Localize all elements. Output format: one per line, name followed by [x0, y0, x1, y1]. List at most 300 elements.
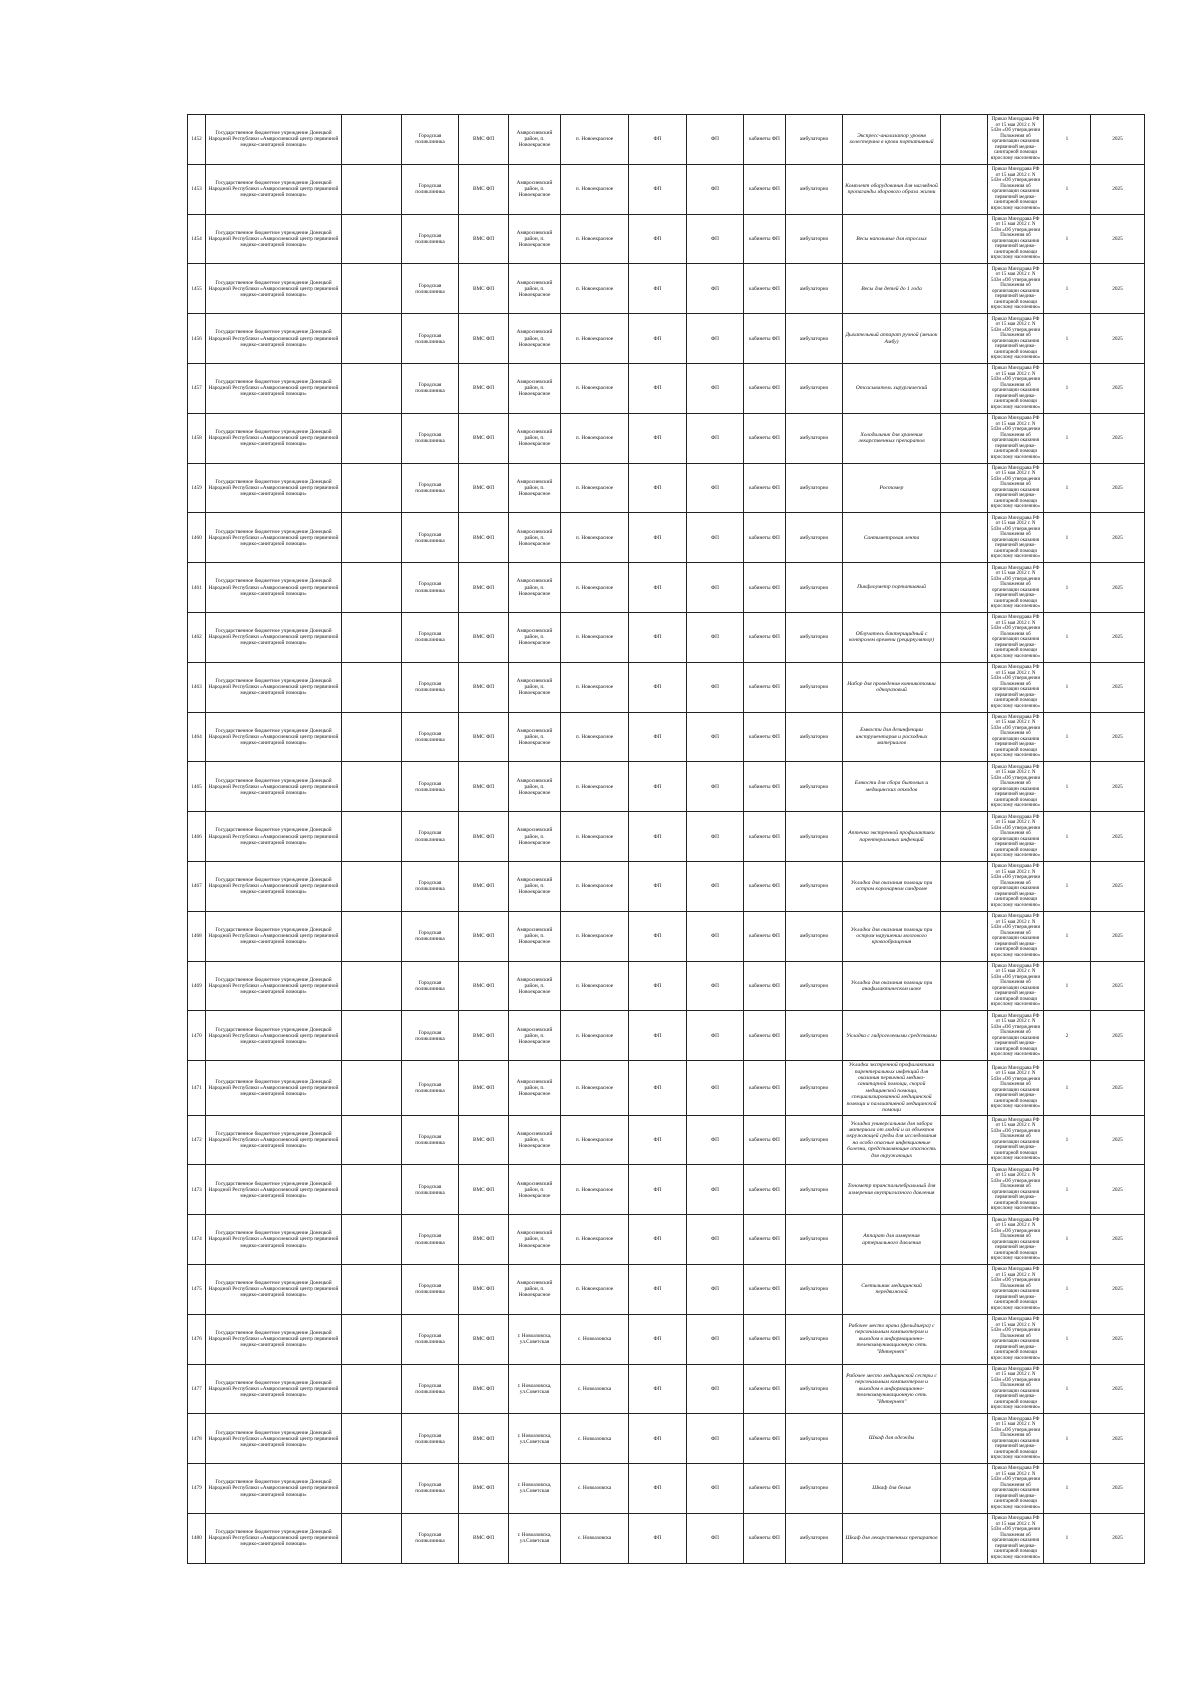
- cell-row-number: 1475: [188, 1264, 206, 1314]
- cell-year: 2025: [1091, 115, 1145, 165]
- cell-care-mode: амбулаторно: [786, 363, 843, 413]
- cell-equipment-name: Шкаф для лекарственных препаратов: [843, 1513, 941, 1563]
- cell-care-mode: амбулаторно: [786, 1165, 843, 1215]
- cell-organization: Государственное бюджетное учреждение Донецкой Народной Республики «Амвросиевский центр первичной медико-санитарной помощи»: [206, 1011, 342, 1061]
- table-row: [188, 1011, 1145, 1061]
- cell-regulation: Приказ Минздрава РФ от 15 мая 2012 г. N 543н «Об утверждении Положения об организации оказания первичной медико-санитарной помощи взрослому населению»: [988, 363, 1044, 413]
- cell-care-mode: амбулаторно: [786, 1464, 843, 1514]
- cell-cabinet: кабинеты ФП: [744, 961, 786, 1011]
- cell-year: 2025: [1091, 662, 1145, 712]
- cell-district: г. Новоазовска, ул.Советская: [509, 1464, 561, 1514]
- cell-district: Амвросиевский район, п. Новоекрасное: [509, 214, 561, 264]
- cell-code-b: ФП: [687, 513, 744, 563]
- cell-cabinet: кабинеты ФП: [744, 911, 786, 961]
- cell-care-mode: амбулаторно: [786, 513, 843, 563]
- table-body: [188, 115, 1145, 1564]
- table-row: [188, 812, 1145, 862]
- cell-row-number: 1455: [188, 264, 206, 314]
- cell-district: Амвросиевский район, п. Новоекрасное: [509, 413, 561, 463]
- cell-equipment-name: Укладка для оказания помощи при остром коронарном синдроме: [843, 861, 941, 911]
- cell-organization: Государственное бюджетное учреждение Донецкой Народной Республики «Амвросиевский центр первичной медико-санитарной помощи»: [206, 1414, 342, 1464]
- cell-district: Амвросиевский район, п. Новоекрасное: [509, 1011, 561, 1061]
- cell-cabinet: кабинеты ФП: [744, 1165, 786, 1215]
- cell-empty: [941, 762, 988, 812]
- cell-empty: [342, 612, 402, 662]
- cell-unit-code: ВМС ФП: [459, 363, 509, 413]
- cell-unit-code: ВМС ФП: [459, 762, 509, 812]
- cell-code-b: ФП: [687, 264, 744, 314]
- cell-row-number: 1468: [188, 911, 206, 961]
- cell-row-number: 1469: [188, 961, 206, 1011]
- cell-regulation: Приказ Минздрава РФ от 15 мая 2012 г. N 543н «Об утверждении Положения об организации оказания первичной медико-санитарной помощи взрослому населению»: [988, 264, 1044, 314]
- cell-unit-code: ВМС ФП: [459, 812, 509, 862]
- cell-care-mode: амбулаторно: [786, 911, 843, 961]
- table-row: [188, 463, 1145, 513]
- table-row: [188, 1264, 1145, 1314]
- cell-row-number: 1454: [188, 214, 206, 264]
- cell-quantity: 2: [1044, 1011, 1091, 1061]
- cell-empty: [941, 1364, 988, 1414]
- cell-care-mode: амбулаторно: [786, 1314, 843, 1364]
- cell-empty: [342, 1115, 402, 1165]
- cell-unit-code: ВМС ФП: [459, 1061, 509, 1115]
- cell-quantity: 1: [1044, 712, 1091, 762]
- cell-empty: [941, 115, 988, 165]
- cell-code-b: ФП: [687, 612, 744, 662]
- cell-unit-code: ВМС ФП: [459, 961, 509, 1011]
- cell-district: Амвросиевский район, п. Новоекрасное: [509, 812, 561, 862]
- cell-empty: [342, 264, 402, 314]
- cell-row-number: 1478: [188, 1414, 206, 1464]
- cell-facility-type: Городская поликлиника: [402, 1314, 459, 1364]
- cell-code-b: ФП: [687, 1513, 744, 1563]
- cell-empty: [941, 264, 988, 314]
- cell-settlement: п. Новоекрасное: [561, 762, 629, 812]
- cell-code-b: ФП: [687, 1264, 744, 1314]
- cell-row-number: 1473: [188, 1165, 206, 1215]
- cell-code-a: ФП: [629, 164, 687, 214]
- cell-quantity: 1: [1044, 961, 1091, 1011]
- cell-cabinet: кабинеты ФП: [744, 1011, 786, 1061]
- cell-regulation: Приказ Минздрава РФ от 15 мая 2012 г. N 543н «Об утверждении Положения об организации оказания первичной медико-санитарной помощи взрослому населению»: [988, 1165, 1044, 1215]
- cell-care-mode: амбулаторно: [786, 214, 843, 264]
- cell-regulation: Приказ Минздрава РФ от 15 мая 2012 г. N 543н «Об утверждении Положения об организации оказания первичной медико-санитарной помощи взрослому населению»: [988, 861, 1044, 911]
- cell-quantity: 1: [1044, 1513, 1091, 1563]
- cell-empty: [342, 1061, 402, 1115]
- table-row: [188, 264, 1145, 314]
- cell-organization: Государственное бюджетное учреждение Донецкой Народной Республики «Амвросиевский центр первичной медико-санитарной помощи»: [206, 314, 342, 364]
- cell-equipment-name: Светильник медицинский передвижной: [843, 1264, 941, 1314]
- cell-settlement: п. Новоекрасное: [561, 1061, 629, 1115]
- cell-care-mode: амбулаторно: [786, 961, 843, 1011]
- cell-facility-type: Городская поликлиника: [402, 762, 459, 812]
- cell-district: Амвросиевский район, п. Новоекрасное: [509, 712, 561, 762]
- cell-facility-type: Городская поликлиника: [402, 1513, 459, 1563]
- cell-organization: Государственное бюджетное учреждение Донецкой Народной Республики «Амвросиевский центр первичной медико-санитарной помощи»: [206, 463, 342, 513]
- cell-unit-code: ВМС ФП: [459, 463, 509, 513]
- cell-care-mode: амбулаторно: [786, 563, 843, 613]
- cell-facility-type: Городская поликлиника: [402, 1061, 459, 1115]
- cell-unit-code: ВМС ФП: [459, 1264, 509, 1314]
- cell-year: 2025: [1091, 214, 1145, 264]
- cell-organization: Государственное бюджетное учреждение Донецкой Народной Республики «Амвросиевский центр первичной медико-санитарной помощи»: [206, 214, 342, 264]
- cell-empty: [342, 413, 402, 463]
- cell-district: Амвросиевский район, п. Новоекрасное: [509, 911, 561, 961]
- cell-facility-type: Городская поликлиника: [402, 413, 459, 463]
- cell-unit-code: ВМС ФП: [459, 712, 509, 762]
- cell-empty: [941, 314, 988, 364]
- cell-code-a: ФП: [629, 1115, 687, 1165]
- cell-year: 2025: [1091, 513, 1145, 563]
- cell-equipment-name: Облучатель бактерицидный с контролем времени (рециркулятор): [843, 612, 941, 662]
- cell-empty: [342, 115, 402, 165]
- cell-district: Амвросиевский район, п. Новоекрасное: [509, 1264, 561, 1314]
- cell-care-mode: амбулаторно: [786, 762, 843, 812]
- table-row: [188, 1115, 1145, 1165]
- cell-regulation: Приказ Минздрава РФ от 15 мая 2012 г. N 543н «Об утверждении Положения об организации оказания первичной медико-санитарной помощи взрослому населению»: [988, 612, 1044, 662]
- cell-unit-code: ВМС ФП: [459, 214, 509, 264]
- table-row: [188, 513, 1145, 563]
- cell-cabinet: кабинеты ФП: [744, 861, 786, 911]
- cell-code-b: ФП: [687, 413, 744, 463]
- cell-equipment-name: Пикфлоуметр портативный: [843, 563, 941, 613]
- cell-row-number: 1479: [188, 1464, 206, 1514]
- cell-district: Амвросиевский район, п. Новоекрасное: [509, 314, 561, 364]
- cell-unit-code: ВМС ФП: [459, 1314, 509, 1364]
- cell-quantity: 1: [1044, 563, 1091, 613]
- cell-code-b: ФП: [687, 662, 744, 712]
- cell-regulation: Приказ Минздрава РФ от 15 мая 2012 г. N 543н «Об утверждении Положения об организации оказания первичной медико-санитарной помощи взрослому населению»: [988, 1115, 1044, 1165]
- cell-care-mode: амбулаторно: [786, 612, 843, 662]
- cell-cabinet: кабинеты ФП: [744, 1061, 786, 1115]
- cell-organization: Государственное бюджетное учреждение Донецкой Народной Республики «Амвросиевский центр первичной медико-санитарной помощи»: [206, 1061, 342, 1115]
- cell-code-b: ФП: [687, 1314, 744, 1364]
- cell-settlement: п. Новоекрасное: [561, 463, 629, 513]
- table-row: [188, 413, 1145, 463]
- cell-code-a: ФП: [629, 1414, 687, 1464]
- cell-quantity: 1: [1044, 1464, 1091, 1514]
- cell-unit-code: ВМС ФП: [459, 1115, 509, 1165]
- cell-unit-code: ВМС ФП: [459, 861, 509, 911]
- cell-district: Амвросиевский район, п. Новоекрасное: [509, 861, 561, 911]
- cell-regulation: Приказ Минздрава РФ от 15 мая 2012 г. N 543н «Об утверждении Положения об организации оказания первичной медико-санитарной помощи взрослому населению»: [988, 563, 1044, 613]
- cell-row-number: 1472: [188, 1115, 206, 1165]
- cell-code-b: ФП: [687, 1364, 744, 1414]
- cell-quantity: 1: [1044, 861, 1091, 911]
- cell-code-a: ФП: [629, 563, 687, 613]
- cell-care-mode: амбулаторно: [786, 1364, 843, 1414]
- cell-facility-type: Городская поликлиника: [402, 513, 459, 563]
- cell-organization: Государственное бюджетное учреждение Донецкой Народной Республики «Амвросиевский центр первичной медико-санитарной помощи»: [206, 861, 342, 911]
- cell-regulation: Приказ Минздрава РФ от 15 мая 2012 г. N 543н «Об утверждении Положения об организации оказания первичной медико-санитарной помощи взрослому населению»: [988, 413, 1044, 463]
- table-row: [188, 1414, 1145, 1464]
- table-row: [188, 1314, 1145, 1364]
- cell-empty: [342, 463, 402, 513]
- cell-code-b: ФП: [687, 1011, 744, 1061]
- cell-settlement: п. Новоекрасное: [561, 513, 629, 563]
- cell-empty: [941, 1414, 988, 1464]
- cell-facility-type: Городская поликлиника: [402, 1414, 459, 1464]
- cell-cabinet: кабинеты ФП: [744, 413, 786, 463]
- cell-empty: [941, 1115, 988, 1165]
- cell-facility-type: Городская поликлиника: [402, 1464, 459, 1514]
- cell-year: 2025: [1091, 363, 1145, 413]
- cell-year: 2025: [1091, 961, 1145, 1011]
- cell-facility-type: Городская поликлиника: [402, 264, 459, 314]
- cell-code-a: ФП: [629, 513, 687, 563]
- cell-equipment-name: Холодильник для хранения лекарственных препаратов: [843, 413, 941, 463]
- cell-row-number: 1470: [188, 1011, 206, 1061]
- cell-unit-code: ВМС ФП: [459, 1165, 509, 1215]
- cell-unit-code: ВМС ФП: [459, 1513, 509, 1563]
- cell-district: Амвросиевский район, п. Новоекрасное: [509, 164, 561, 214]
- cell-code-a: ФП: [629, 1513, 687, 1563]
- cell-unit-code: ВМС ФП: [459, 1464, 509, 1514]
- cell-quantity: 1: [1044, 762, 1091, 812]
- cell-cabinet: кабинеты ФП: [744, 463, 786, 513]
- cell-quantity: 1: [1044, 314, 1091, 364]
- cell-code-a: ФП: [629, 214, 687, 264]
- cell-regulation: Приказ Минздрава РФ от 15 мая 2012 г. N 543н «Об утверждении Положения об организации оказания первичной медико-санитарной помощи взрослому населению»: [988, 115, 1044, 165]
- cell-settlement: п. Новоекрасное: [561, 712, 629, 762]
- cell-organization: Государственное бюджетное учреждение Донецкой Народной Республики «Амвросиевский центр первичной медико-санитарной помощи»: [206, 115, 342, 165]
- cell-regulation: Приказ Минздрава РФ от 15 мая 2012 г. N 543н «Об утверждении Положения об организации оказания первичной медико-санитарной помощи взрослому населению»: [988, 1513, 1044, 1563]
- cell-code-a: ФП: [629, 264, 687, 314]
- cell-empty: [941, 612, 988, 662]
- cell-code-b: ФП: [687, 1061, 744, 1115]
- cell-code-a: ФП: [629, 1264, 687, 1314]
- cell-empty: [342, 961, 402, 1011]
- cell-code-a: ФП: [629, 1364, 687, 1414]
- cell-organization: Государственное бюджетное учреждение Донецкой Народной Республики «Амвросиевский центр первичной медико-санитарной помощи»: [206, 513, 342, 563]
- cell-regulation: Приказ Минздрава РФ от 15 мая 2012 г. N 543н «Об утверждении Положения об организации оказания первичной медико-санитарной помощи взрослому населению»: [988, 164, 1044, 214]
- cell-equipment-name: Шкаф для белья: [843, 1464, 941, 1514]
- table-row: [188, 363, 1145, 413]
- table-row: [188, 1513, 1145, 1563]
- cell-regulation: Приказ Минздрава РФ от 15 мая 2012 г. N 543н «Об утверждении Положения об организации оказания первичной медико-санитарной помощи взрослому населению»: [988, 662, 1044, 712]
- cell-equipment-name: Аптечка экстренной профилактики парентеральных инфекций: [843, 812, 941, 862]
- cell-cabinet: кабинеты ФП: [744, 712, 786, 762]
- table-row: [188, 762, 1145, 812]
- cell-empty: [941, 1464, 988, 1514]
- table-row: [188, 563, 1145, 613]
- cell-empty: [941, 1165, 988, 1215]
- cell-cabinet: кабинеты ФП: [744, 563, 786, 613]
- cell-cabinet: кабинеты ФП: [744, 513, 786, 563]
- cell-regulation: Приказ Минздрава РФ от 15 мая 2012 г. N 543н «Об утверждении Положения об организации оказания первичной медико-санитарной помощи взрослому населению»: [988, 1061, 1044, 1115]
- cell-equipment-name: Весы для детей до 1 года: [843, 264, 941, 314]
- table-row: [188, 115, 1145, 165]
- cell-code-a: ФП: [629, 463, 687, 513]
- cell-district: Амвросиевский район, п. Новоекрасное: [509, 662, 561, 712]
- cell-cabinet: кабинеты ФП: [744, 812, 786, 862]
- cell-cabinet: кабинеты ФП: [744, 1414, 786, 1464]
- cell-row-number: 1474: [188, 1215, 206, 1265]
- cell-year: 2025: [1091, 164, 1145, 214]
- table-row: [188, 214, 1145, 264]
- cell-empty: [342, 762, 402, 812]
- cell-settlement: с. Новоазовска: [561, 1414, 629, 1464]
- cell-code-b: ФП: [687, 363, 744, 413]
- cell-facility-type: Городская поликлиника: [402, 961, 459, 1011]
- cell-empty: [342, 363, 402, 413]
- cell-quantity: 1: [1044, 911, 1091, 961]
- cell-care-mode: амбулаторно: [786, 1215, 843, 1265]
- cell-quantity: 1: [1044, 1061, 1091, 1115]
- cell-empty: [941, 1513, 988, 1563]
- cell-quantity: 1: [1044, 1165, 1091, 1215]
- cell-district: Амвросиевский район, п. Новоекрасное: [509, 115, 561, 165]
- cell-settlement: п. Новоекрасное: [561, 961, 629, 1011]
- cell-code-b: ФП: [687, 1115, 744, 1165]
- cell-code-a: ФП: [629, 612, 687, 662]
- cell-empty: [941, 214, 988, 264]
- cell-row-number: 1471: [188, 1061, 206, 1115]
- cell-regulation: Приказ Минздрава РФ от 15 мая 2012 г. N 543н «Об утверждении Положения об организации оказания первичной медико-санитарной помощи взрослому населению»: [988, 1464, 1044, 1514]
- cell-row-number: 1463: [188, 662, 206, 712]
- cell-regulation: Приказ Минздрава РФ от 15 мая 2012 г. N 543н «Об утверждении Положения об организации оказания первичной медико-санитарной помощи взрослому населению»: [988, 1414, 1044, 1464]
- cell-equipment-name: Укладка с гидрогелевыми средствами: [843, 1011, 941, 1061]
- cell-year: 2025: [1091, 1414, 1145, 1464]
- cell-quantity: 1: [1044, 214, 1091, 264]
- cell-quantity: 1: [1044, 1414, 1091, 1464]
- cell-cabinet: кабинеты ФП: [744, 662, 786, 712]
- cell-organization: Государственное бюджетное учреждение Донецкой Народной Республики «Амвросиевский центр первичной медико-санитарной помощи»: [206, 812, 342, 862]
- cell-year: 2025: [1091, 463, 1145, 513]
- cell-quantity: 1: [1044, 264, 1091, 314]
- cell-care-mode: амбулаторно: [786, 164, 843, 214]
- cell-code-a: ФП: [629, 1215, 687, 1265]
- equipment-table: [187, 114, 1145, 1564]
- cell-unit-code: ВМС ФП: [459, 662, 509, 712]
- cell-equipment-name: Укладка для оказания помощи при анафилактическом шоке: [843, 961, 941, 1011]
- cell-empty: [342, 1513, 402, 1563]
- cell-equipment-name: Укладка универсальная для забора материала от людей и из объектов окружающей среды для исследования на особо опасные инфекционные болезни, представляющие опасность для окружающих: [843, 1115, 941, 1165]
- cell-organization: Государственное бюджетное учреждение Донецкой Народной Республики «Амвросиевский центр первичной медико-санитарной помощи»: [206, 413, 342, 463]
- cell-quantity: 1: [1044, 363, 1091, 413]
- cell-organization: Государственное бюджетное учреждение Донецкой Народной Республики «Амвросиевский центр первичной медико-санитарной помощи»: [206, 1464, 342, 1514]
- cell-empty: [941, 413, 988, 463]
- cell-organization: Государственное бюджетное учреждение Донецкой Народной Республики «Амвросиевский центр первичной медико-санитарной помощи»: [206, 1314, 342, 1364]
- cell-year: 2025: [1091, 1513, 1145, 1563]
- cell-equipment-name: Аппарат для измерения артериального давления: [843, 1215, 941, 1265]
- cell-code-a: ФП: [629, 911, 687, 961]
- cell-code-b: ФП: [687, 463, 744, 513]
- cell-settlement: п. Новоекрасное: [561, 214, 629, 264]
- cell-unit-code: ВМС ФП: [459, 1011, 509, 1061]
- cell-year: 2025: [1091, 1011, 1145, 1061]
- cell-empty: [342, 1364, 402, 1414]
- cell-year: 2025: [1091, 563, 1145, 613]
- cell-district: Амвросиевский район, п. Новоекрасное: [509, 363, 561, 413]
- cell-cabinet: кабинеты ФП: [744, 1314, 786, 1364]
- cell-year: 2025: [1091, 1314, 1145, 1364]
- cell-cabinet: кабинеты ФП: [744, 612, 786, 662]
- cell-code-a: ФП: [629, 413, 687, 463]
- cell-year: 2025: [1091, 911, 1145, 961]
- table-row: [188, 164, 1145, 214]
- cell-code-b: ФП: [687, 1464, 744, 1514]
- cell-code-b: ФП: [687, 911, 744, 961]
- cell-empty: [342, 861, 402, 911]
- cell-code-b: ФП: [687, 762, 744, 812]
- cell-organization: Государственное бюджетное учреждение Донецкой Народной Республики «Амвросиевский центр первичной медико-санитарной помощи»: [206, 1364, 342, 1414]
- cell-empty: [342, 1011, 402, 1061]
- cell-code-a: ФП: [629, 1011, 687, 1061]
- cell-regulation: Приказ Минздрава РФ от 15 мая 2012 г. N 543н «Об утверждении Положения об организации оказания первичной медико-санитарной помощи взрослому населению»: [988, 812, 1044, 862]
- cell-organization: Государственное бюджетное учреждение Донецкой Народной Республики «Амвросиевский центр первичной медико-санитарной помощи»: [206, 164, 342, 214]
- cell-district: Амвросиевский район, п. Новоекрасное: [509, 1115, 561, 1165]
- cell-row-number: 1452: [188, 115, 206, 165]
- cell-regulation: Приказ Минздрава РФ от 15 мая 2012 г. N 543н «Об утверждении Положения об организации оказания первичной медико-санитарной помощи взрослому населению»: [988, 1314, 1044, 1364]
- cell-settlement: п. Новоекрасное: [561, 861, 629, 911]
- cell-code-a: ФП: [629, 961, 687, 1011]
- cell-settlement: п. Новоекрасное: [561, 264, 629, 314]
- cell-empty: [941, 861, 988, 911]
- cell-care-mode: амбулаторно: [786, 1513, 843, 1563]
- cell-facility-type: Городская поликлиника: [402, 1264, 459, 1314]
- cell-row-number: 1459: [188, 463, 206, 513]
- cell-facility-type: Городская поликлиника: [402, 164, 459, 214]
- cell-year: 2025: [1091, 612, 1145, 662]
- cell-district: Амвросиевский район, п. Новоекрасное: [509, 563, 561, 613]
- cell-regulation: Приказ Минздрава РФ от 15 мая 2012 г. N 543н «Об утверждении Положения об организации оказания первичной медико-санитарной помощи взрослому населению»: [988, 463, 1044, 513]
- cell-cabinet: кабинеты ФП: [744, 314, 786, 364]
- cell-settlement: п. Новоекрасное: [561, 563, 629, 613]
- cell-equipment-name: Комплект оборудования для наглядной пропаганды здорового образа жизни: [843, 164, 941, 214]
- cell-year: 2025: [1091, 1061, 1145, 1115]
- cell-quantity: 1: [1044, 1264, 1091, 1314]
- cell-quantity: 1: [1044, 1215, 1091, 1265]
- cell-settlement: п. Новоекрасное: [561, 115, 629, 165]
- table-row: [188, 861, 1145, 911]
- cell-code-b: ФП: [687, 712, 744, 762]
- cell-cabinet: кабинеты ФП: [744, 164, 786, 214]
- cell-care-mode: амбулаторно: [786, 413, 843, 463]
- table-row: [188, 1215, 1145, 1265]
- cell-facility-type: Городская поликлиника: [402, 463, 459, 513]
- cell-code-b: ФП: [687, 861, 744, 911]
- cell-cabinet: кабинеты ФП: [744, 1464, 786, 1514]
- cell-quantity: 1: [1044, 1115, 1091, 1165]
- cell-unit-code: ВМС ФП: [459, 1215, 509, 1265]
- cell-empty: [941, 712, 988, 762]
- cell-settlement: п. Новоекрасное: [561, 1215, 629, 1265]
- cell-code-b: ФП: [687, 563, 744, 613]
- cell-district: г. Новоазовска, ул.Советская: [509, 1414, 561, 1464]
- cell-equipment-name: Набор для проведения конникотомии одноразовый: [843, 662, 941, 712]
- cell-code-b: ФП: [687, 1165, 744, 1215]
- cell-settlement: п. Новоекрасное: [561, 314, 629, 364]
- cell-district: Амвросиевский район, п. Новоекрасное: [509, 513, 561, 563]
- cell-unit-code: ВМС ФП: [459, 1364, 509, 1414]
- cell-unit-code: ВМС ФП: [459, 1414, 509, 1464]
- cell-regulation: Приказ Минздрава РФ от 15 мая 2012 г. N 543н «Об утверждении Положения об организации оказания первичной медико-санитарной помощи взрослому населению»: [988, 1264, 1044, 1314]
- cell-row-number: 1476: [188, 1314, 206, 1364]
- cell-facility-type: Городская поликлиника: [402, 363, 459, 413]
- cell-facility-type: Городская поликлиника: [402, 1011, 459, 1061]
- cell-year: 2025: [1091, 1364, 1145, 1414]
- cell-row-number: 1464: [188, 712, 206, 762]
- cell-empty: [342, 662, 402, 712]
- table-row: [188, 662, 1145, 712]
- cell-facility-type: Городская поликлиника: [402, 712, 459, 762]
- cell-year: 2025: [1091, 1165, 1145, 1215]
- cell-unit-code: ВМС ФП: [459, 314, 509, 364]
- table-row: [188, 961, 1145, 1011]
- cell-empty: [342, 513, 402, 563]
- cell-organization: Государственное бюджетное учреждение Донецкой Народной Республики «Амвросиевский центр первичной медико-санитарной помощи»: [206, 1115, 342, 1165]
